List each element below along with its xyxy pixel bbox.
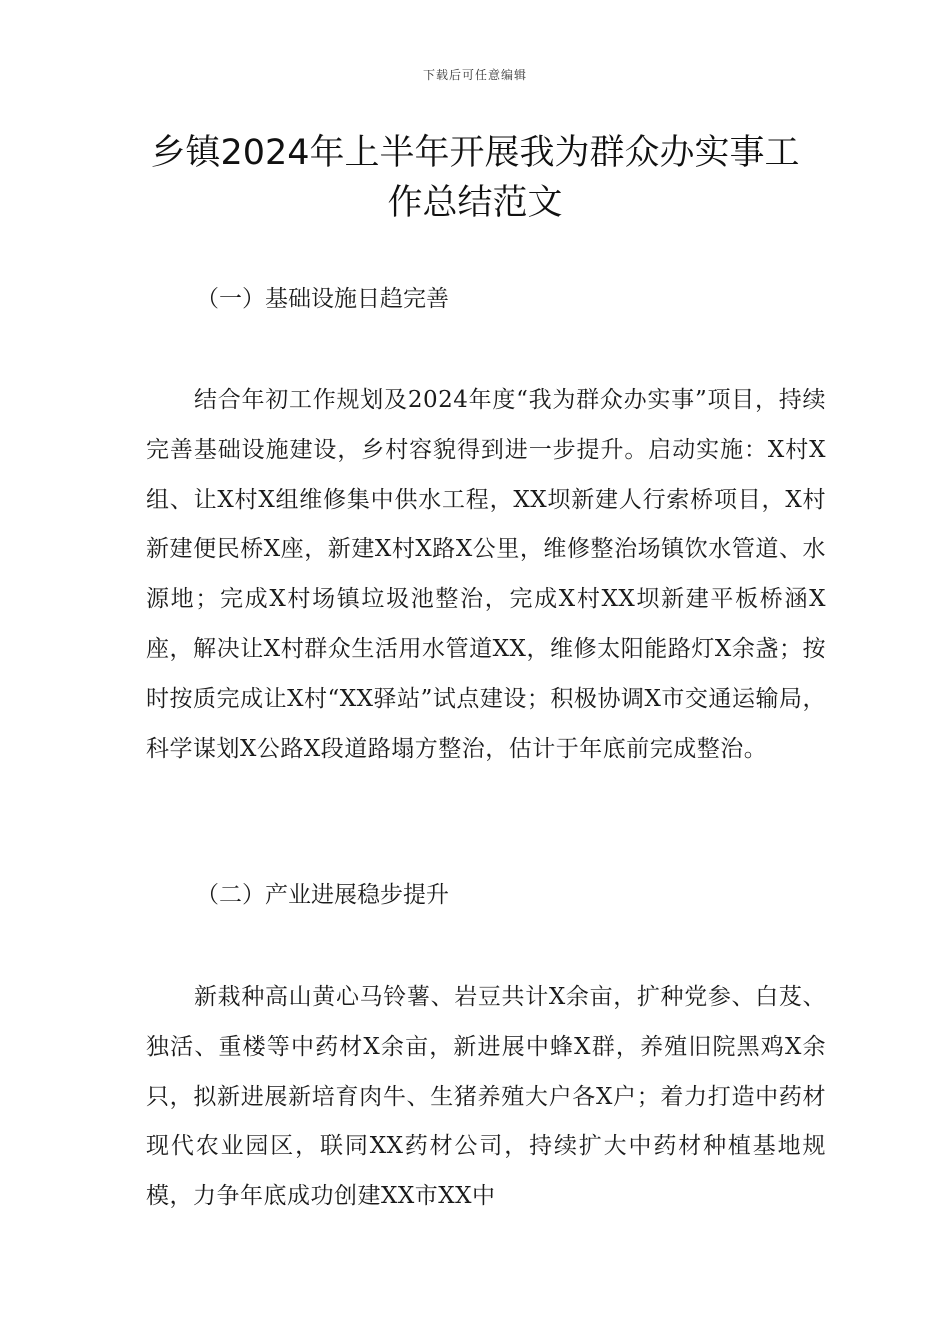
document-title <box>120 128 830 228</box>
section-paragraph-2: 新栽种高山黄心马铃薯、岩豆共计X余亩，扩种党参、白芨、独活、重楼等中药材X余亩，新进展中蜂X群，养殖旧院黑鸡X余只，拟新进展新培育肉牛、生猪养殖大户各X户；着力打造中药材现代农业园区，联同XX药材公司，持续扩大中药材种植基地规模，力争年底成功创建XX市XX中 <box>146 984 826 1210</box>
title-line-1: 乡镇2024年上半年开展我为群众办实事工 <box>150 133 800 173</box>
section-heading-1: （一）基础设施日趋完善 <box>196 286 449 312</box>
section-paragraph-1: 结合年初工作规划及2024年度“我为群众办实事”项目，持续完善基础设施建设，乡村容貌得到进一步提升。启动实施：X村X组、让X村X组维修集中供水工程，XX坝新建人行索桥项目，X村新建便民桥X座，新建X村X路X公里，维修整治场镇饮水管道、水源地；完成X村场镇垃圾池整治，完成X村XX坝新建平板桥涵X座，解决让X村群众生活用水管道XX，维修太阳能路灯X余盏；按时按质完成让X村“XX驿站”试点建设；积极协调X市交通运输局，科学谋划X公路X段道路塌方整治，估计于年底前完成整治。 <box>146 387 826 762</box>
header-note: 下载后可任意编辑 <box>422 68 527 82</box>
section-heading-2: （二）产业进展稳步提升 <box>196 882 449 908</box>
title-line-2: 作总结范文 <box>387 183 563 223</box>
